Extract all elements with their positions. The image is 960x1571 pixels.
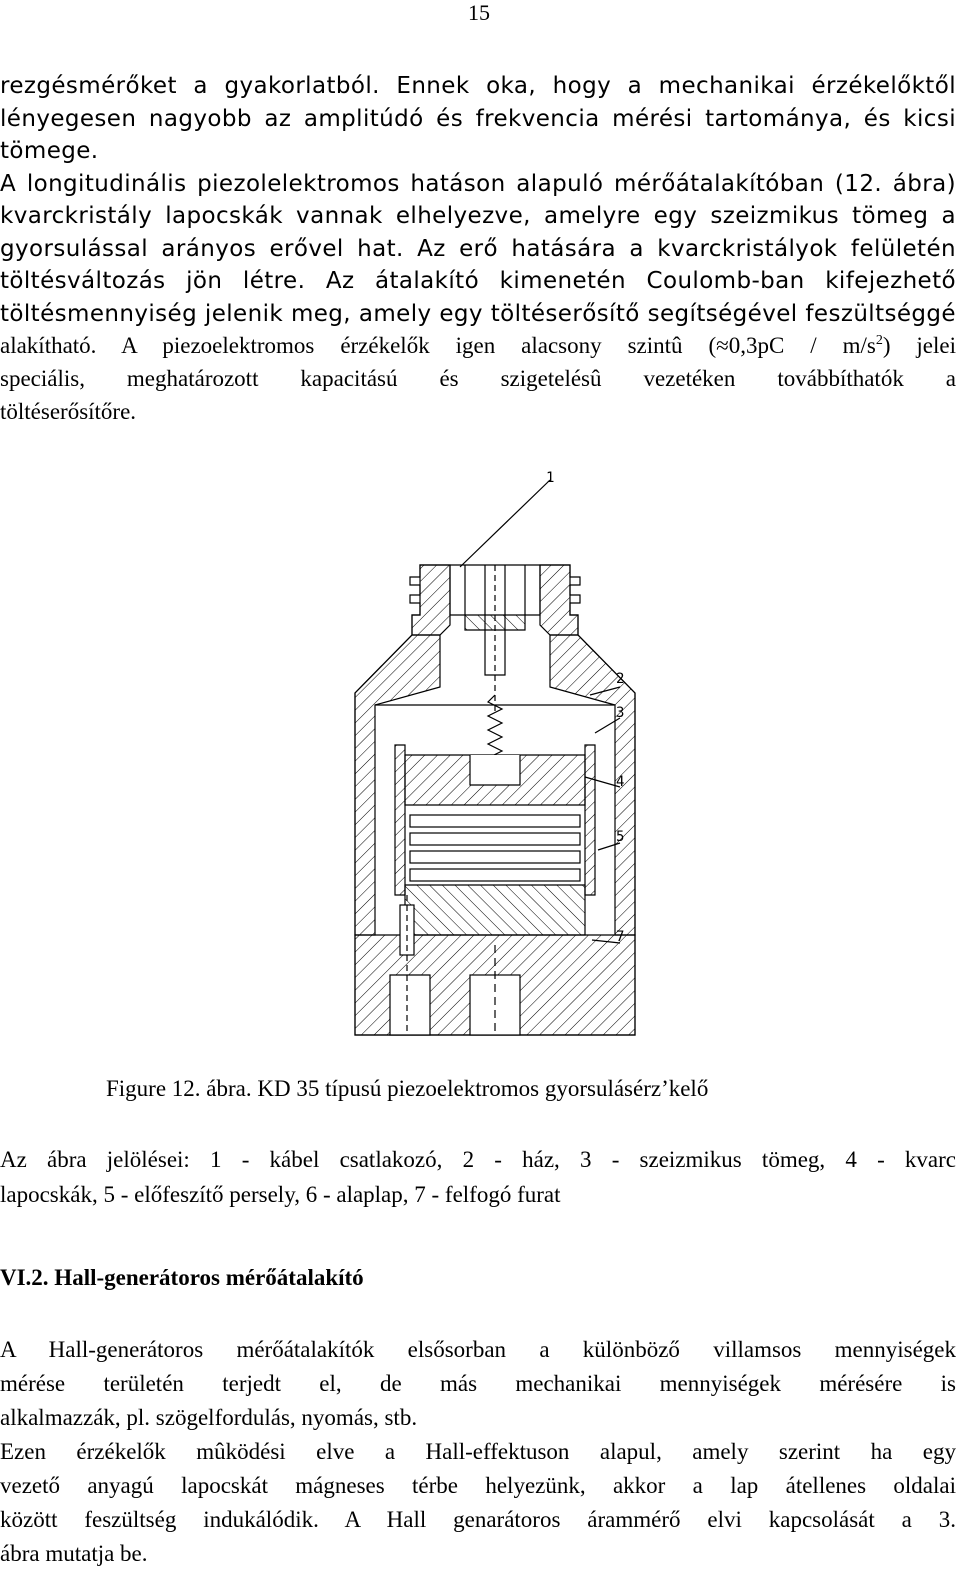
text-line (0, 324, 956, 362)
text-line: A longitudinális piezolelektromos hatáson alapuló mérőátalakítóban (12. ábra) (0, 170, 956, 197)
mass-cutout (470, 755, 520, 785)
figure-label-3: 3 (616, 705, 625, 721)
text-segment: ) jelei (882, 333, 957, 358)
text-line: mérése területén terjedt el, de más mechanikai mennyiségek mérésére is (0, 1371, 956, 1396)
text-line: töltésmennyiség jelenik meg, amely egy töltéserősítő segítségével feszültséggé (0, 300, 956, 327)
text-line: lényegesen nagyobb az amplitúdó és frekvencia mérési tartománya, és kicsi (0, 105, 956, 132)
figure-label-2: 2 (616, 671, 625, 687)
text-line: Az ábra jelölései: 1 - kábel csatlakozó, 2 - ház, 3 - szeizmikus tömeg, 4 - kvarc (0, 1147, 956, 1172)
section-heading: VI.2. Hall-generátoros mérőátalakító (0, 1265, 364, 1290)
text-line: ábra mutatja be. (0, 1541, 148, 1566)
text-line: rezgésmérőket a gyakorlatból. Ennek oka, hogy a mechanikai érzékelőktől (0, 73, 956, 99)
text-segment: 0,3pC / m/s (728, 333, 876, 358)
connector-pin-right (525, 565, 540, 615)
text-line: A Hall-generátoros mérőátalakítók elsősorban a különböző villamsos mennyiségek (0, 1337, 956, 1362)
approx-symbol: ≈ (716, 333, 729, 358)
quartz-plate (410, 833, 580, 845)
preload-sleeve-left (395, 745, 405, 895)
leader-line-1 (460, 480, 550, 567)
text-line: tömege. (0, 138, 99, 164)
text-line: között feszültség indukálódik. A Hall genarátoros árammérő elvi kapcsolását a 3. (0, 1507, 956, 1532)
superscript: 2 (875, 333, 883, 348)
figure-label-7: 7 (616, 929, 625, 945)
text-line: alkalmazzák, pl. szögelfordulás, nyomás, stb. (0, 1405, 418, 1430)
accelerometer-figure (330, 455, 660, 1070)
accelerometer-cross-section (330, 455, 660, 1070)
connector-right (540, 565, 578, 635)
text-line: kvarckristály lapocskák vannak elhelyezve, amelyre egy szeizmikus tömeg a (0, 203, 956, 229)
figure-label-1: 1 (546, 470, 555, 486)
text-line: vezető anyagú lapocskát mágneses térbe helyezünk, akkor a lap átellenes oldalai (0, 1473, 956, 1498)
text-line: lapocskák, 5 - előfeszítő persely, 6 - alaplap, 7 - felfogó furat (0, 1182, 561, 1207)
text-line: töltésváltozás jön létre. Az átalakító kimenetén Coulomb-ban kifejezhető (0, 268, 956, 294)
figure-legend (0, 1142, 956, 1212)
text-segment: alakítható. A piezoelektromos érzékelők igen alacsony szintû ( (0, 333, 717, 358)
sensor-paragraph (0, 324, 956, 428)
quartz-plate (410, 851, 580, 863)
intro-paragraph (0, 70, 956, 330)
text-line: speciális, meghatározott kapacitású és szigetelésû vezetéken továbbíthatók a (0, 366, 956, 391)
text-line: töltéserősítőre. (0, 399, 137, 424)
side-bore (390, 975, 430, 1035)
text-line: gyorsulással arányos erővel hat. Az erő hatására a kvarckristályok felületén (0, 235, 956, 262)
preload-sleeve-right (585, 745, 595, 895)
connector-pin-left (450, 565, 465, 615)
quartz-plate (410, 815, 580, 827)
hall-paragraph (0, 1333, 956, 1571)
quartz-plate (410, 869, 580, 881)
figure-label-5: 5 (616, 829, 625, 845)
figure-label-4: 4 (616, 774, 625, 790)
page-number: 15 (468, 0, 490, 25)
figure-caption: Figure 12. ábra. KD 35 típusú piezoelektromos gyorsulásérz’kelő (106, 1076, 709, 1101)
base-plate (405, 885, 585, 935)
connector-left (412, 565, 450, 635)
text-line: Ezen érzékelők mûködési elve a Hall-effektuson alapul, amely szerint ha egy (0, 1439, 956, 1464)
